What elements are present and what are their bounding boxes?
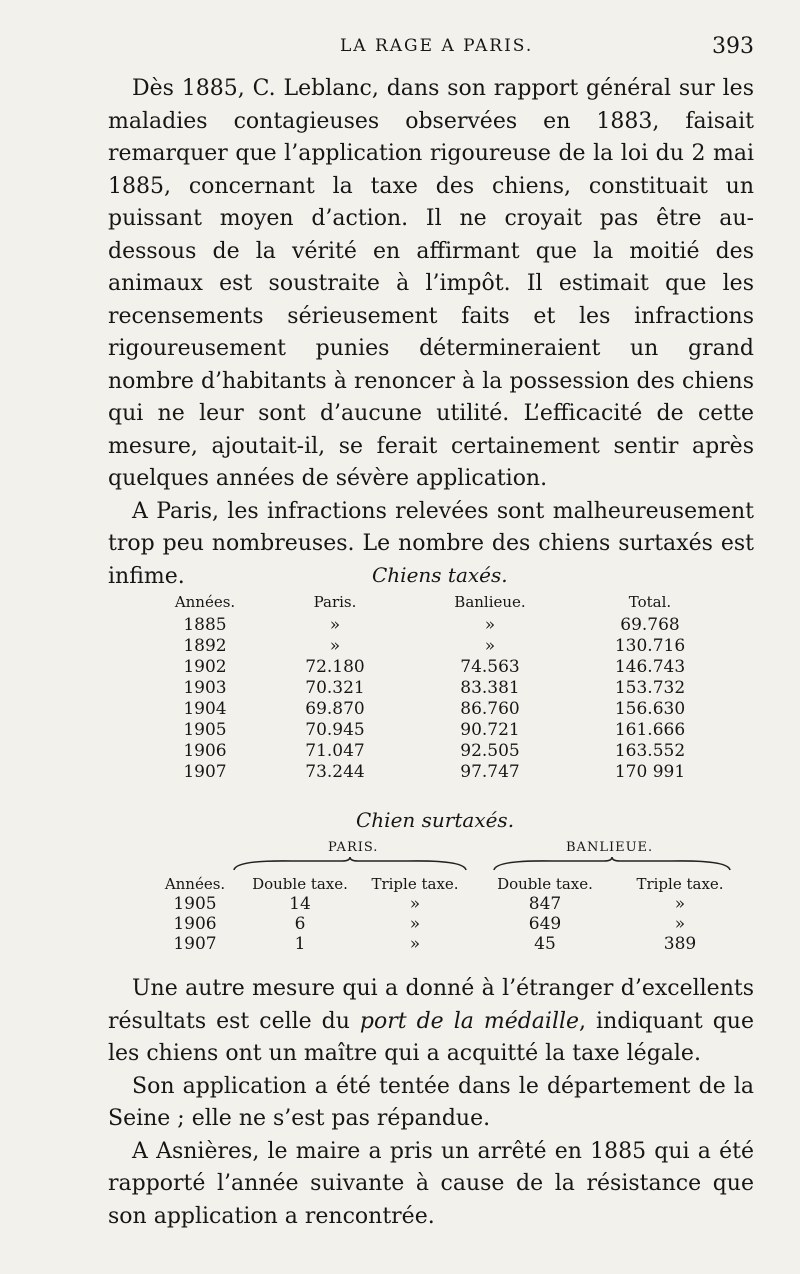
table-cell: »: [484, 614, 496, 635]
table-cell: 86.760: [460, 698, 520, 719]
table-row: [150, 894, 740, 914]
col-header-years: Années.: [164, 875, 226, 893]
table2-caption: Chien surtaxés.: [356, 808, 515, 832]
table-cell: 156.630: [614, 698, 686, 719]
table-cell: 1904: [183, 698, 227, 719]
medaille-text-after: , indiquant que les chiens ont un maître qui a acquitté la taxe légale.: [108, 1008, 754, 1066]
running-title: LA RAGE A PARIS.: [340, 36, 534, 56]
table-cell: 649: [528, 914, 562, 934]
paragraph-seine: Son application a été tentée dans le département de la Seine ; elle ne s’est pas répandue.: [108, 1073, 754, 1131]
table-cell: »: [409, 894, 421, 914]
paragraph-leblanc: Dès 1885, C. Leblanc, dans son rapport général sur les maladies contagieuses observées en 1883, faisait remarquer que l’application rigoureuse de la loi du 2 mai 1885, concernant la taxe des chiens, constituait un puissant moyen d’action. Il ne croyait pas être au-dessous de la vérité en affirmant que la moitié des animaux est soustraite à l’impôt. Il estimait que les recensements sérieusement faits et les infractions rigoureusement punies détermineraient un grand nombre d’habitants à renoncer à la possession des chiens qui ne leur sont d’aucune utilité. L’efficacité de cette mesure, ajoutait-il, se ferait certainement sentir après quelques années de sévère application.: [108, 76, 754, 491]
table-cell: 1906: [183, 740, 227, 761]
table-cell: »: [674, 894, 686, 914]
medaille-italic: port de la médaille: [359, 1008, 580, 1034]
table-cell: 130.716: [614, 635, 686, 656]
table-cell: »: [409, 934, 421, 954]
medaille-text-before: Une autre mesure qui a donné à l’étranger d’excellents résultats est celle du: [108, 976, 754, 1034]
table-row: [150, 934, 740, 954]
table-header-row: [150, 590, 730, 614]
col-header-paris: Paris.: [313, 593, 357, 611]
table-cell: 1903: [183, 677, 227, 698]
table-cell: 73.244: [305, 761, 365, 782]
banlieue-brace: [492, 856, 732, 872]
col-header-banlieue: Banlieue.: [454, 593, 526, 611]
table-row: [150, 614, 730, 635]
table-cell: »: [409, 914, 421, 934]
table-cell: 70.945: [305, 719, 365, 740]
table-cell: 14: [289, 894, 311, 914]
col-header-years: Années.: [174, 593, 236, 611]
table-cell: 1: [294, 934, 306, 954]
table-cell: 1905: [173, 894, 217, 914]
table-cell: 72.180: [305, 656, 365, 677]
table-cell: 389: [663, 934, 697, 954]
col-header-total: Total.: [628, 593, 672, 611]
table-cell: »: [674, 914, 686, 934]
table-cell: 83.381: [460, 677, 520, 698]
page-number: 393: [712, 34, 754, 59]
surtaxed-dogs-table: [150, 874, 740, 954]
table-row: [150, 656, 730, 677]
table-cell: 1885: [183, 614, 227, 635]
group-label-paris: PARIS.: [328, 840, 379, 855]
table-cell: »: [329, 614, 341, 635]
table-cell: 1902: [183, 656, 227, 677]
table-cell: 74.563: [460, 656, 520, 677]
col-header-paris-double: Double taxe.: [252, 875, 348, 893]
table-cell: »: [484, 635, 496, 656]
group-label-banlieue: BANLIEUE.: [566, 840, 654, 855]
table-row: [150, 740, 730, 761]
table-cell: »: [329, 635, 341, 656]
paragraph-asnieres: A Asnières, le maire a pris un arrêté en 1885 qui a été rapporté l’année suivante à cause de la résistance que son application a rencontrée.: [108, 1138, 754, 1229]
table-row: [150, 719, 730, 740]
taxed-dogs-table: [150, 590, 730, 782]
table-cell: 146.743: [614, 656, 686, 677]
page-header: [0, 34, 800, 64]
table-cell: 161.666: [614, 719, 686, 740]
table-cell: 1906: [173, 914, 217, 934]
table-row: [150, 677, 730, 698]
table-cell: 69.768: [620, 614, 680, 635]
col-header-banlieue-triple: Triple taxe.: [636, 875, 724, 893]
table-cell: 163.552: [614, 740, 686, 761]
table-cell: 97.747: [460, 761, 520, 782]
paris-brace: [232, 856, 468, 872]
paragraph-medaille: [108, 973, 754, 1071]
table-cell: 1907: [183, 761, 227, 782]
table-cell: 90.721: [460, 719, 520, 740]
table1-caption: Chiens taxés.: [372, 563, 508, 587]
table-cell: 1905: [183, 719, 227, 740]
table-cell: 92.505: [460, 740, 520, 761]
col-header-paris-triple: Triple taxe.: [371, 875, 459, 893]
table-cell: 70.321: [305, 677, 365, 698]
table-cell: 170 991: [614, 761, 686, 782]
table-cell: 45: [534, 934, 556, 954]
table-row: [150, 914, 740, 934]
table-cell: 71.047: [305, 740, 365, 761]
body-text-bottom: [108, 973, 754, 1233]
table-cell: 1892: [183, 635, 227, 656]
table-row: [150, 761, 730, 782]
table-cell: 1907: [173, 934, 217, 954]
table-row: [150, 635, 730, 656]
table-cell: 153.732: [614, 677, 686, 698]
paragraph-paris-infractions: A Paris, les infractions relevées sont malheureusement trop peu nombreuses. Le nombre des chiens surtaxés est infime.: [108, 498, 754, 589]
col-header-banlieue-double: Double taxe.: [497, 875, 593, 893]
table-cell: 69.870: [305, 698, 365, 719]
table-header-row: [150, 874, 740, 894]
table-cell: 847: [528, 894, 562, 914]
body-text-top: [108, 73, 754, 593]
table-row: [150, 698, 730, 719]
table-cell: 6: [294, 914, 306, 934]
